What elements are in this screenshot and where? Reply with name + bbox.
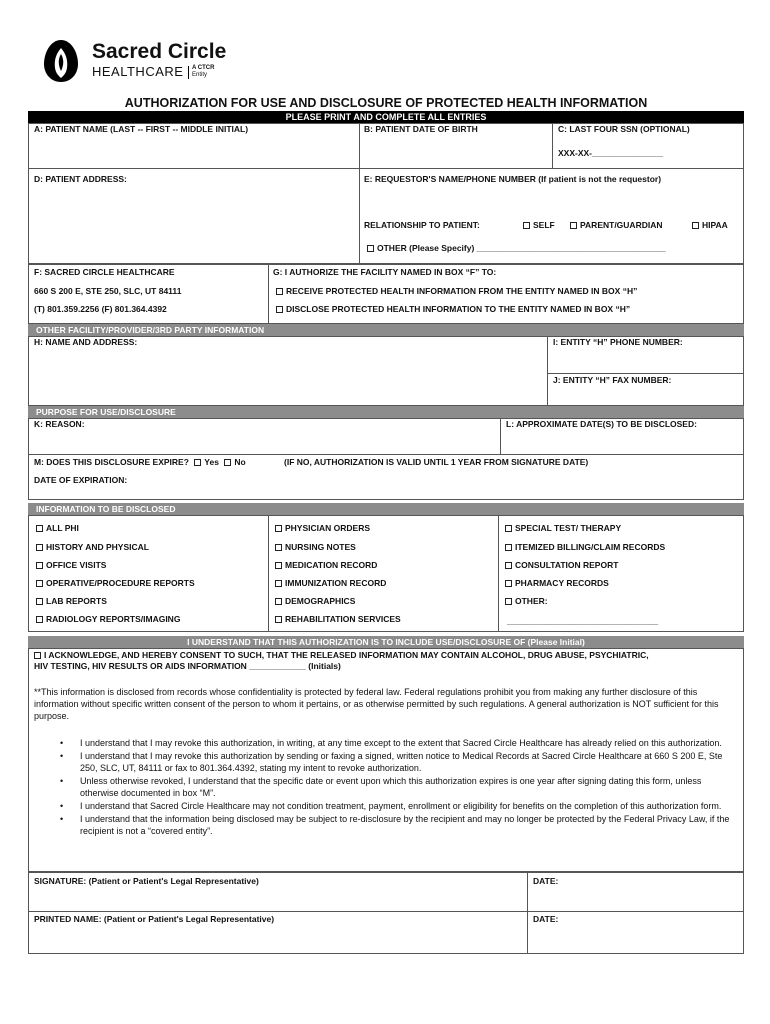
checkbox[interactable] (276, 288, 283, 295)
checkbox[interactable] (275, 544, 282, 551)
info-item-label: OTHER: (515, 596, 548, 606)
divider (28, 454, 744, 455)
logo (38, 38, 238, 84)
term-text: Unless otherwise revoked, I understand that the specific date or event upon which this authorization expires is one year after signing dating this form, unless otherwise documented in box “M”. (80, 776, 702, 798)
acknowledge-line2: HIV TESTING, HIV RESULTS OR AIDS INFORMATION ____________ (Initials) (34, 661, 341, 671)
info-item-label: IMMUNIZATION RECORD (285, 578, 387, 588)
rel-hipaa-label: HIPAA (702, 220, 728, 230)
checkbox[interactable] (505, 580, 512, 587)
divider (268, 264, 269, 324)
relationship-label: RELATIONSHIP TO PATIENT: (364, 220, 480, 230)
info-item[interactable] (275, 560, 377, 570)
checkbox[interactable] (570, 222, 577, 229)
rel-other-label: OTHER (Please Specify) ________________________________________ (377, 243, 666, 253)
facility-name: F: SACRED CIRCLE HEALTHCARE (34, 267, 175, 277)
info-item[interactable] (505, 523, 621, 533)
expire-note: (IF NO, AUTHORIZATION IS VALID UNTIL 1 YEAR FROM SIGNATURE DATE) (284, 457, 589, 467)
other-facility-header: OTHER FACILITY/PROVIDER/3RD PARTY INFORMATION (28, 324, 744, 336)
term-text: I understand that I may revoke this authorization, in writing, at any time except to the extent that Sacred Circle Healthcare has already relied on this authorization. (80, 738, 722, 748)
rel-parent-option[interactable] (570, 220, 662, 230)
receive-option[interactable] (276, 286, 637, 296)
terms-list (30, 737, 730, 838)
logo-name-line1: Sacred Circle (92, 40, 227, 63)
divider (359, 123, 360, 264)
term-item: • I understand that the information being disclosed may be subject to re-disclosure by the recipient and may no longer be protected by the Federal Privacy Law, if the recipient is not a “covered entity”. (60, 814, 730, 836)
divider (547, 373, 744, 374)
info-item[interactable] (505, 596, 548, 606)
expire-row (34, 457, 246, 467)
checkbox[interactable] (36, 544, 43, 551)
logo-tag-line1: A CTCR (192, 65, 215, 71)
ssn-label: C: LAST FOUR SSN (OPTIONAL) (558, 124, 690, 134)
info-item-label: DEMOGRAPHICS (285, 596, 356, 606)
logo-mark-icon (38, 38, 84, 84)
entity-fax-label: J: ENTITY “H” FAX NUMBER: (553, 375, 672, 385)
patient-dob-label: B: PATIENT DATE OF BIRTH (364, 124, 478, 134)
info-item-label: REHABILITATION SERVICES (285, 614, 401, 624)
reason-label: K: REASON: (34, 419, 85, 429)
info-item-label: NURSING NOTES (285, 542, 356, 552)
rel-hipaa-option[interactable] (692, 220, 728, 230)
info-item-label: HISTORY AND PHYSICAL (46, 542, 149, 552)
info-item-label: ITEMIZED BILLING/CLAIM RECORDS (515, 542, 666, 552)
checkbox[interactable] (36, 598, 43, 605)
checkbox[interactable] (36, 616, 43, 623)
checkbox[interactable] (367, 245, 374, 252)
dates-label: L: APPROXIMATE DATE(S) TO BE DISCLOSED: (506, 419, 697, 429)
divider (498, 515, 499, 632)
other-line[interactable]: ________________________________ (507, 616, 659, 626)
printed-name-label: PRINTED NAME: (Patient or Patient's Legal Representative) (34, 914, 275, 924)
disclose-option[interactable] (276, 304, 630, 314)
info-item-label: ALL PHI (46, 523, 79, 533)
print-banner: PLEASE PRINT AND COMPLETE ALL ENTRIES (28, 111, 744, 123)
checkbox[interactable] (692, 222, 699, 229)
info-item[interactable] (275, 523, 370, 533)
checkbox[interactable] (505, 562, 512, 569)
facility-phones: (T) 801.359.2256 (F) 801.364.4392 (34, 304, 167, 314)
divider (28, 168, 744, 169)
info-item[interactable] (505, 542, 665, 552)
acknowledge-option[interactable] (34, 650, 649, 660)
info-item[interactable] (275, 614, 401, 624)
info-item[interactable] (505, 578, 609, 588)
info-item[interactable] (36, 542, 149, 552)
term-text: I understand that I may revoke this authorization by sending or faxing a signed, written notice to Medical Records at Sacred Circle Healthcare at 660 S 200 E, Ste 250, SLC, UT, 84111 or fax to 801.364.4392, stating my intent to revoke authorization. (80, 751, 723, 773)
confidentiality-notice: **This information is disclosed from records whose confidentiality is protected by federal law. Federal regulations prohibit you from making any further disclosure of this information without specific written consent of the person to whom it pertains, or as otherwise permitted by such regulations. A general authorization is NOT sufficient for this purpose. (34, 687, 719, 721)
entity-name-label: H: NAME AND ADDRESS: (34, 337, 138, 347)
term-text: I understand that the information being disclosed may be subject to re-disclosure by the recipient and may no longer be protected by the Federal Privacy Law, if the recipient is not a “covered entity”. (80, 814, 730, 836)
info-item-label: RADIOLOGY REPORTS/IMAGING (46, 614, 181, 624)
authorize-label: G: I AUTHORIZE THE FACILITY NAMED IN BOX “F” TO: (273, 267, 497, 277)
divider (547, 336, 548, 406)
info-item[interactable] (36, 523, 79, 533)
checkbox[interactable] (36, 580, 43, 587)
expire-yes-option[interactable] (194, 457, 219, 467)
checkbox[interactable] (523, 222, 530, 229)
checkbox[interactable] (36, 562, 43, 569)
expiration-label: DATE OF EXPIRATION: (34, 475, 128, 485)
ssn-field[interactable]: XXX-XX-_______________ (558, 148, 663, 158)
checkbox[interactable] (275, 562, 282, 569)
info-header: INFORMATION TO BE DISCLOSED (28, 503, 744, 515)
info-item[interactable] (36, 614, 180, 624)
divider (527, 872, 528, 954)
term-item: • I understand that I may revoke this authorization, in writing, at any time except to the extent that Sacred Circle Healthcare has already relied on this authorization. (60, 738, 722, 748)
rel-parent-label: PARENT/GUARDIAN (580, 220, 663, 230)
info-item[interactable] (36, 596, 107, 606)
patient-name-label: A: PATIENT NAME (LAST -- FIRST -- MIDDLE INITIAL) (34, 124, 249, 134)
checkbox[interactable] (224, 459, 231, 466)
info-item-label: PHARMACY RECORDS (515, 578, 609, 588)
no-label: No (234, 457, 246, 467)
checkbox[interactable] (276, 306, 283, 313)
divider (552, 123, 553, 168)
rel-self-option[interactable] (523, 220, 555, 230)
term-item: • Unless otherwise revoked, I understand that the specific date or event upon which this authorization expires is one year after signing dating this form, unless otherwise documented in box “M”. (60, 776, 702, 798)
requestor-label: E: REQUESTOR'S NAME/PHONE NUMBER (If patient is not the requestor) (364, 174, 662, 184)
expire-no-option[interactable] (224, 457, 245, 467)
info-item[interactable] (275, 578, 386, 588)
entity-phone-label: I: ENTITY “H” PHONE NUMBER: (553, 337, 683, 347)
logo-name-line2: HEALTHCARE (92, 64, 184, 79)
info-item[interactable] (36, 578, 195, 588)
term-text: I understand that Sacred Circle Healthcare may not condition treatment, payment, enrollment or eligibility for benefits on the completion of this authorization form. (80, 801, 722, 811)
printed-date-label: DATE: (533, 914, 559, 924)
info-item-label: MEDICATION RECORD (285, 560, 378, 570)
info-item-label: OFFICE VISITS (46, 560, 107, 570)
info-item-label: SPECIAL TEST/ THERAPY (515, 523, 622, 533)
understand-header: I UNDERSTAND THAT THIS AUTHORIZATION IS TO INCLUDE USE/DISCLOSURE OF (Please Initial) (28, 636, 744, 648)
info-item[interactable] (505, 560, 618, 570)
acknowledge-line1: I ACKNOWLEDGE, AND HEREBY CONSENT TO SUCH, THAT THE RELEASED INFORMATION MAY CONTAIN ALCOHOL, DRUG ABUSE, PSYCHIATRIC, (44, 650, 649, 660)
expire-label: M: DOES THIS DISCLOSURE EXPIRE? (34, 457, 189, 467)
checkbox[interactable] (194, 459, 201, 466)
info-item-label: CONSULTATION REPORT (515, 560, 619, 570)
patient-address-label: D: PATIENT ADDRESS: (34, 174, 127, 184)
checkbox[interactable] (275, 580, 282, 587)
divider (28, 911, 744, 912)
signature-date-label: DATE: (533, 876, 559, 886)
term-item: • I understand that I may revoke this authorization by sending or faxing a signed, written notice to Medical Records at Sacred Circle Healthcare at 660 S 200 E, Ste 250, SLC, UT, 84111 or fax to 801.364.4392, stating my intent to revoke authorization. (60, 751, 723, 773)
info-item-label: OPERATIVE/PROCEDURE REPORTS (46, 578, 195, 588)
purpose-header: PURPOSE FOR USE/DISCLOSURE (28, 406, 744, 418)
checkbox[interactable] (36, 525, 43, 532)
checkbox[interactable] (275, 616, 282, 623)
signature-label: SIGNATURE: (Patient or Patient's Legal Representative) (34, 876, 259, 886)
receive-label: RECEIVE PROTECTED HEALTH INFORMATION FROM THE ENTITY NAMED IN BOX “H” (286, 286, 638, 296)
info-item-label: PHYSICIAN ORDERS (285, 523, 371, 533)
checkbox[interactable] (505, 544, 512, 551)
info-item[interactable] (275, 542, 356, 552)
checkbox[interactable] (275, 598, 282, 605)
yes-label: Yes (204, 457, 219, 467)
facility-address: 660 S 200 E, STE 250, SLC, UT 84111 (34, 286, 182, 296)
disclose-label: DISCLOSE PROTECTED HEALTH INFORMATION TO THE ENTITY NAMED IN BOX “H” (286, 304, 631, 314)
logo-tag-line2: Entity (192, 72, 208, 78)
checkbox[interactable] (275, 525, 282, 532)
checkbox[interactable] (505, 525, 512, 532)
info-item-label: LAB REPORTS (46, 596, 107, 606)
rel-self-label: SELF (533, 220, 555, 230)
info-item[interactable] (36, 560, 106, 570)
logo-divider (188, 66, 189, 79)
term-item: • I understand that Sacred Circle Healthcare may not condition treatment, payment, enrollment or eligibility for benefits on the completion of this authorization form. (60, 801, 722, 811)
divider (500, 418, 501, 454)
divider (268, 515, 269, 632)
rel-other-option[interactable] (367, 243, 666, 253)
form-title: AUTHORIZATION FOR USE AND DISCLOSURE OF PROTECTED HEALTH INFORMATION (124, 96, 648, 110)
checkbox[interactable] (505, 598, 512, 605)
info-item[interactable] (275, 596, 355, 606)
checkbox[interactable] (34, 652, 41, 659)
